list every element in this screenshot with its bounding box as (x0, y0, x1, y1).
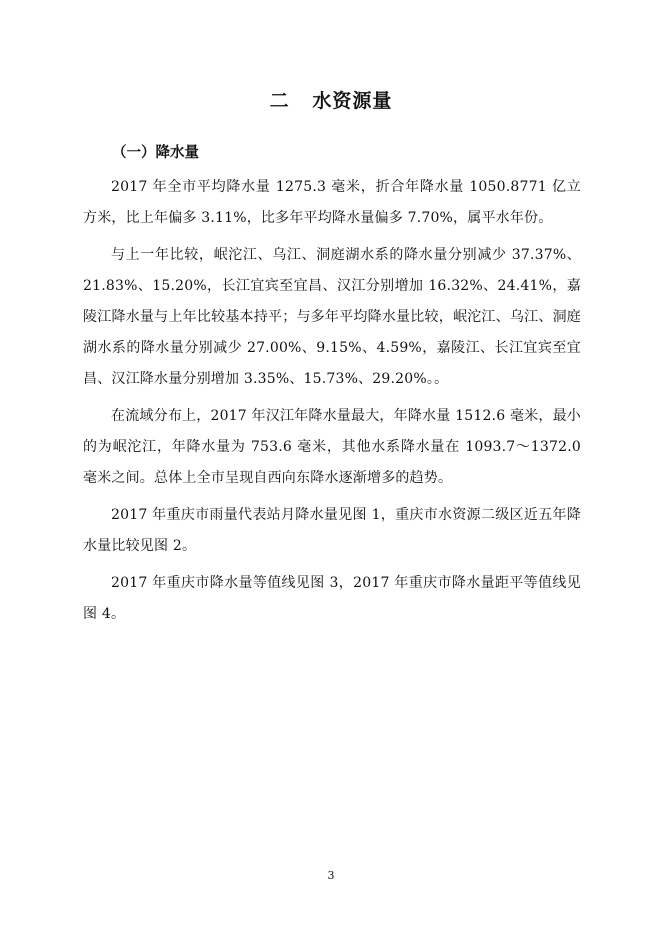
paragraph-figure-1-2-reference: 2017 年重庆市雨量代表站月降水量见图 1，重庆市水资源二级区近五年降水量比较见图 2。 (83, 507, 581, 554)
body-text (83, 172, 581, 636)
page-number: 3 (327, 869, 335, 882)
paragraph-figure-3-4-reference: 2017 年重庆市降水量等值线见图 3，2017 年重庆市降水量距平等值线见图 4。 (83, 575, 581, 622)
paragraph-basin-distribution: 在流域分布上，2017 年汉江年降水量最大，年降水量 1512.6 毫米，最小的为岷沱江，年降水量为 753.6 毫米，其他水系降水量在 1093.7～1372.0 毫米之间。总体上全市呈现自西向东降水逐渐增多的趋势。 (83, 408, 581, 486)
paragraph-annual-precipitation: 2017 年全市平均降水量 1275.3 毫米，折合年降水量 1050.8771 亿立方米，比上年偏多 3.11%，比多年平均降水量偏多 7.70%，属平水年份。 (83, 179, 581, 226)
chapter-title: 二 水资源量 (269, 90, 393, 112)
section-title: （一）降水量 (112, 145, 199, 161)
paragraph-year-comparison: 与上一年比较，岷沱江、乌江、洞庭湖水系的降水量分别减少 37.37%、21.83%、15.20%，长江宜宾至宜昌、汉江分别增加 16.32%、24.41%，嘉陵江降水量与上年比较基本持平；与多年平均降水量比较，岷沱江、乌江、洞庭湖水系的降水量分别减少 27.00%、9.15%、4.59%，嘉陵江、长江宜宾至宜昌、汉江降水量分别增加 3.35%、15.73%、29.20%。。 (83, 247, 581, 387)
